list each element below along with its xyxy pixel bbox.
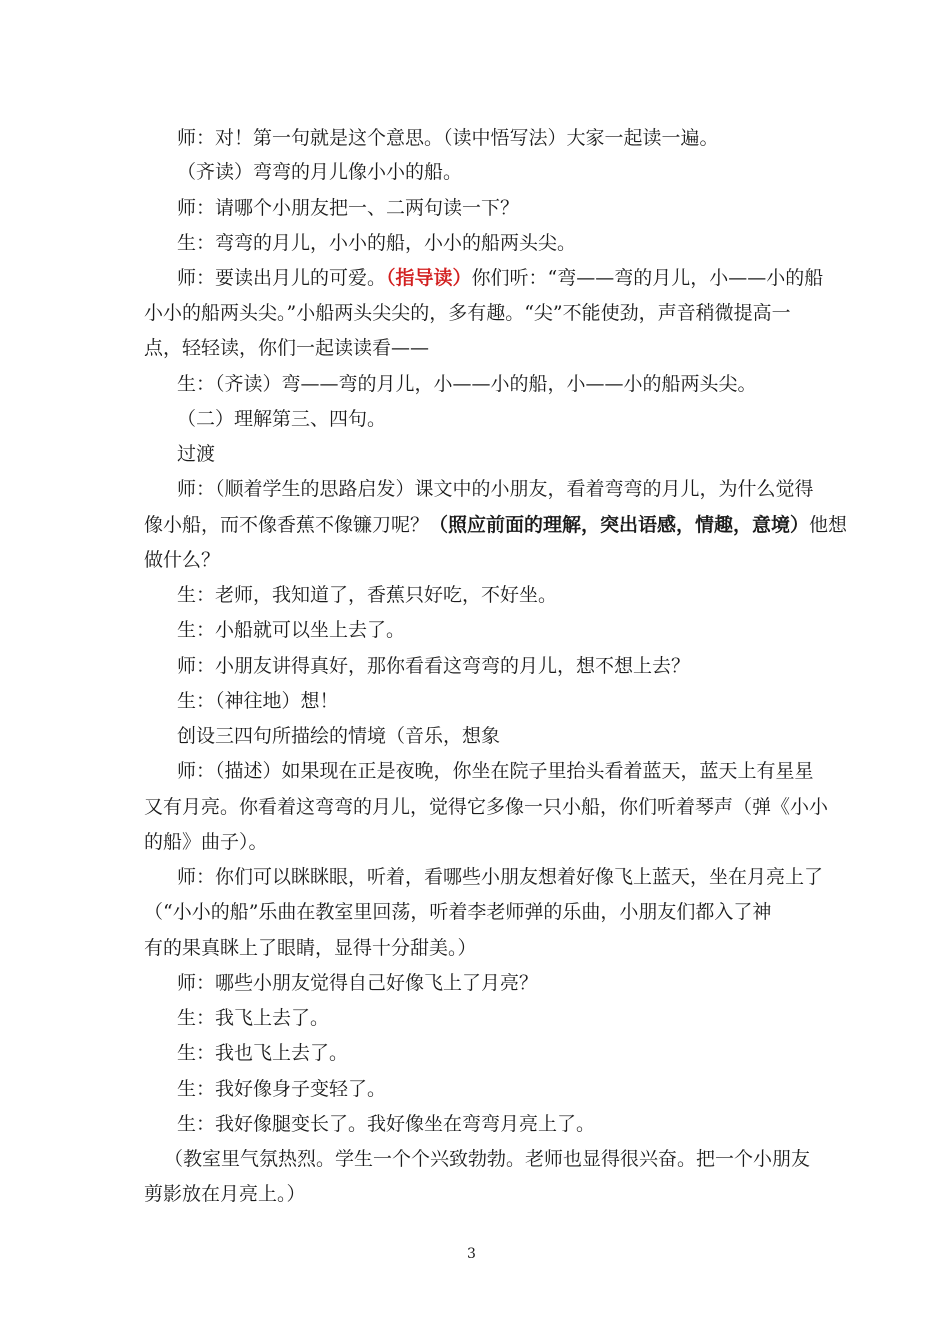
section-heading: （二）理解第三、四句。: [177, 408, 387, 430]
text-line: 剪影放在月亮上。）: [144, 1183, 306, 1205]
text-line: 过渡: [177, 443, 216, 465]
text-line: 师：你们可以眯眯眼，听着，看哪些小朋友想着好像飞上蓝天，坐在月亮上了: [177, 866, 824, 888]
text-line: 小小的船两头尖。”小船两头尖尖的，多有趣。“尖”不能使劲，声音稍微提高一: [144, 302, 791, 324]
text-line: 生：我好像身子变轻了。: [177, 1078, 387, 1100]
text-line: （“小小的船”乐曲在教室里回荡，听着李老师弹的乐曲，小朋友们都入了神: [144, 901, 772, 923]
text-run: 像小船，而不像香蕉不像镰刀呢？: [144, 514, 430, 536]
text-line: 的船》曲子）。: [144, 831, 268, 853]
text-line: 生：弯弯的月儿，小小的船，小小的船两头尖。: [177, 232, 577, 254]
page-number: 3: [467, 1246, 476, 1262]
text-line: 生：我飞上去了。: [177, 1007, 330, 1029]
text-line: 师：哪些小朋友觉得自己好像飞上了月亮？: [177, 972, 539, 994]
text-line: 师：小朋友讲得真好，那你看看这弯弯的月儿，想不想上去？: [177, 655, 691, 677]
text-line: （教室里气氛热烈。学生一个个兴致勃勃。老师也显得很兴奋。把一个小朋友: [164, 1148, 811, 1170]
text-line: 生：（神往地）想！: [177, 690, 339, 712]
text-line: [177, 266, 823, 290]
text-line: （齐读）弯弯的月儿像小小的船。: [177, 161, 463, 183]
annotation-bold: （照应前面的理解，突出语感，情趣，意境）: [429, 514, 810, 536]
text-line: 师：请哪个小朋友把一、二两句读一下？: [177, 197, 520, 219]
text-line: 师：对！第一句就是这个意思。（读中悟写法）大家一起读一遍。: [177, 127, 719, 149]
text-line: 生：（齐读）弯——弯的月儿，小——小的船，小——小的船两头尖。: [177, 373, 757, 395]
text-line: 生：老师，我知道了，香蕉只好吃，不好坐。: [177, 584, 558, 606]
text-line: 生：我好像腿变长了。我好像坐在弯弯月亮上了。: [177, 1113, 596, 1135]
text-line: 生：小船就可以坐上去了。: [177, 619, 406, 641]
text-line: 点，轻轻读，你们一起读读看——: [144, 337, 430, 359]
text-line: 做什么？: [144, 549, 221, 571]
text-run: 他想: [809, 514, 848, 536]
text-line: 有的果真眯上了眼睛，显得十分甜美。）: [144, 937, 477, 959]
annotation-red: （指导读）: [386, 267, 472, 289]
text-line: 师：（描述）如果现在正是夜晚，你坐在院子里抬头看着蓝天，蓝天上有星星: [177, 760, 814, 782]
text-run: 你们听：“弯——弯的月儿，小——小的船: [471, 267, 824, 289]
text-line: [144, 513, 847, 537]
text-line: 又有月亮。你看着这弯弯的月儿，觉得它多像一只小船，你们听着琴声（弹《小小: [144, 796, 829, 818]
text-line: 创设三四句所描绘的情境（音乐，想象: [177, 725, 501, 747]
text-line: 师：（顺着学生的思路启发）课文中的小朋友，看着弯弯的月儿，为什么觉得: [177, 478, 814, 500]
text-run: 师：要读出月儿的可爱。: [177, 267, 387, 289]
text-line: 生：我也飞上去了。: [177, 1042, 349, 1064]
